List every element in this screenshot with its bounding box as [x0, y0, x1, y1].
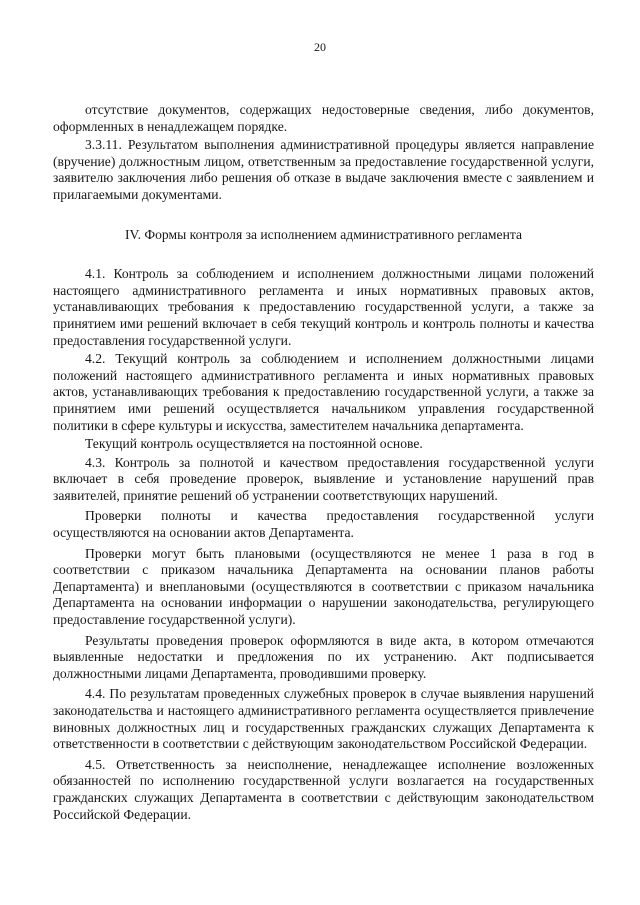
paragraph: 3.3.11. Результатом выполнения административной процедуры является направление (вручение) должностным лицом, ответственным за предоставление государственной услуги, заявителю заключения либо решения об отказе в выдаче заключения вместе с заявлением и прилагаемыми документами. — [53, 137, 594, 202]
paragraph: Результаты проведения проверок оформляются в виде акта, в котором отмечаются выявленные недостатки и предложения по их устранению. Акт подписывается должностными лицами Департамента, проводившими проверку. — [53, 632, 594, 681]
paragraph-4-2: 4.2. Текущий контроль за соблюдением и исполнением должностными лицами положений настоящего административного регламента и иных нормативных правовых актов, устанавливающих требования к предоставлению государственной услуги, а также за принятием ими решений осуществляется начальником управления государственной политики в сфере культуры и искусства, заместителем начальника департамента. — [53, 351, 594, 433]
paragraph: Текущий контроль осуществляется на постоянной основе. — [85, 436, 423, 452]
page-number: 20 — [314, 40, 326, 54]
document-body — [53, 102, 594, 823]
paragraph-4-5: 4.5. Ответственность за неисполнение, ненадлежащее исполнение возложенных обязанностей по исполнению государственной услуги возлагается на государственных гражданских служащих Департамента в соответствии с действующим законодательством Российской Федерации. — [53, 756, 594, 822]
paragraph: Проверки полноты и качества предоставления государственной услуги осуществляются на основании актов Департамента. — [53, 508, 594, 541]
paragraph-4-3: 4.3. Контроль за полнотой и качеством предоставления государственной услуги включает в себя проведение проверок, выявление и установление нарушений прав заявителей, принятие решений об устранении соответствующих нарушений. — [53, 454, 594, 503]
paragraph-4-1: 4.1. Контроль за соблюдением и исполнением должностными лицами положений настоящего административного регламента и иных нормативных правовых актов, устанавливающих требования к предоставлению государственной услуги, а также за принятием ими решений включает в себя текущий контроль и контроль полноты и качества предоставления государственной услуги. — [53, 266, 594, 348]
paragraph-4-4: 4.4. По результатам проведенных служебных проверок в случае выявления нарушений законодательства и настоящего административного регламента осуществляется привлечение виновных должностных лиц и государственных гражданских служащих Департамента к ответственности в соответствии с действующим законодательством Российской Федерации. — [53, 686, 594, 752]
section-heading: IV. Формы контроля за исполнением административного регламента — [125, 226, 522, 242]
paragraph: Проверки могут быть плановыми (осуществляются не менее 1 раза в год в соответствии с приказом начальника Департамента на основании планов работы Департамента) и внеплановыми (осуществляются в соответствии с приказом начальника Департамента на основании информации о нарушении законодательства, регулирующего предоставление государственной услуги). — [53, 545, 594, 628]
paragraph: отсутствие документов, содержащих недостоверные сведения, либо документов, оформленных в ненадлежащем порядке. — [53, 102, 594, 134]
